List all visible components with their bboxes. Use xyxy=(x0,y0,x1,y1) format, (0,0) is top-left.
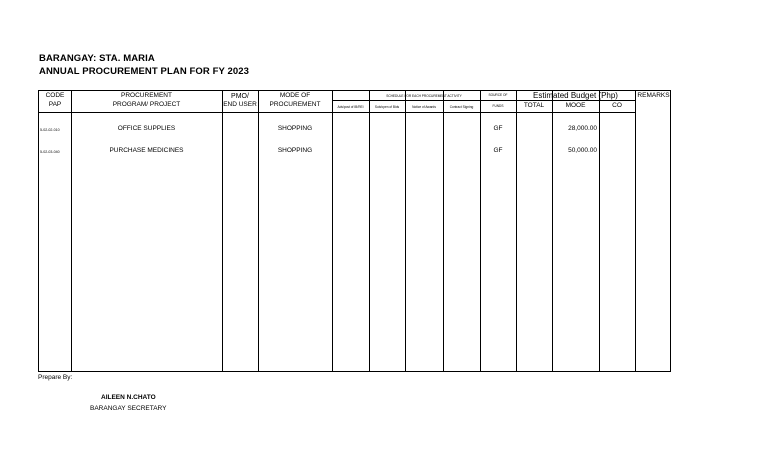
row-code: 5-02-02-010 xyxy=(40,128,60,132)
header-program-project: PROGRAM/ PROJECT xyxy=(112,101,181,108)
header-bottom-line xyxy=(39,112,635,113)
preparer-position: BARANGAY SECRETARY xyxy=(90,405,167,412)
header-schedule-contract: Contract Signing xyxy=(449,105,474,109)
col-divider xyxy=(258,91,259,371)
col-divider xyxy=(405,91,406,371)
col-divider xyxy=(480,91,481,371)
col-divider xyxy=(552,91,553,371)
budget-header-divider xyxy=(516,100,635,101)
col-divider xyxy=(635,91,636,371)
col-divider xyxy=(443,91,444,371)
row-source: GF xyxy=(493,147,503,154)
col-divider xyxy=(71,91,72,371)
row-mooe: 50,000.00 xyxy=(568,147,597,154)
row-code: 5-02-03-040 xyxy=(40,150,60,154)
barangay-title: BARANGAY: STA. MARIA xyxy=(39,53,155,64)
prepared-by-label: Prepare By: xyxy=(38,374,73,381)
header-mode-procurement: PROCUREMENT xyxy=(269,101,321,108)
header-end-user: END USER xyxy=(223,101,257,108)
col-divider xyxy=(369,91,370,371)
row-mode: SHOPPING xyxy=(277,147,313,154)
col-divider xyxy=(516,91,517,371)
header-source-of: SOURCE OF xyxy=(488,93,508,97)
row-mode: SHOPPING xyxy=(277,125,313,132)
header-schedule-awards: Notice of Awards xyxy=(412,105,436,109)
header-total: TOTAL xyxy=(523,102,545,109)
header-funds: FUNDS xyxy=(492,104,504,108)
col-divider xyxy=(332,91,333,371)
row-program: PURCHASE MEDICINES xyxy=(109,147,184,154)
col-divider xyxy=(222,91,223,371)
procurement-table xyxy=(38,90,671,372)
header-procurement: PROCUREMENT xyxy=(121,92,172,99)
row-source: GF xyxy=(493,125,503,132)
header-estimated-budget: Estimated Budget (Php) xyxy=(533,91,618,100)
header-code: CODE xyxy=(45,92,65,99)
col-divider xyxy=(599,91,600,371)
header-schedule: SCHEDULE FOR EACH PROCUREMENT ACTIVITY xyxy=(386,94,462,98)
header-schedule-ads: Ads/post of IB/REI xyxy=(337,105,364,109)
row-program: OFFICE SUPPLIES xyxy=(117,125,176,132)
header-pap: PAP xyxy=(48,101,62,108)
header-mooe: MOOE xyxy=(565,102,586,109)
header-mode-of: MODE OF xyxy=(279,92,311,99)
header-schedule-bids: Sub/open of Bids xyxy=(374,105,400,109)
header-pmo: PMO/ xyxy=(231,93,249,100)
plan-title: ANNUAL PROCUREMENT PLAN FOR FY 2023 xyxy=(39,66,250,77)
header-co: CO xyxy=(612,102,622,109)
preparer-name: AILEEN N.CHATO xyxy=(101,394,156,401)
row-mooe: 28,000.00 xyxy=(568,125,597,132)
header-remarks: REMARKS xyxy=(637,92,670,99)
schedule-header-divider xyxy=(332,100,516,101)
